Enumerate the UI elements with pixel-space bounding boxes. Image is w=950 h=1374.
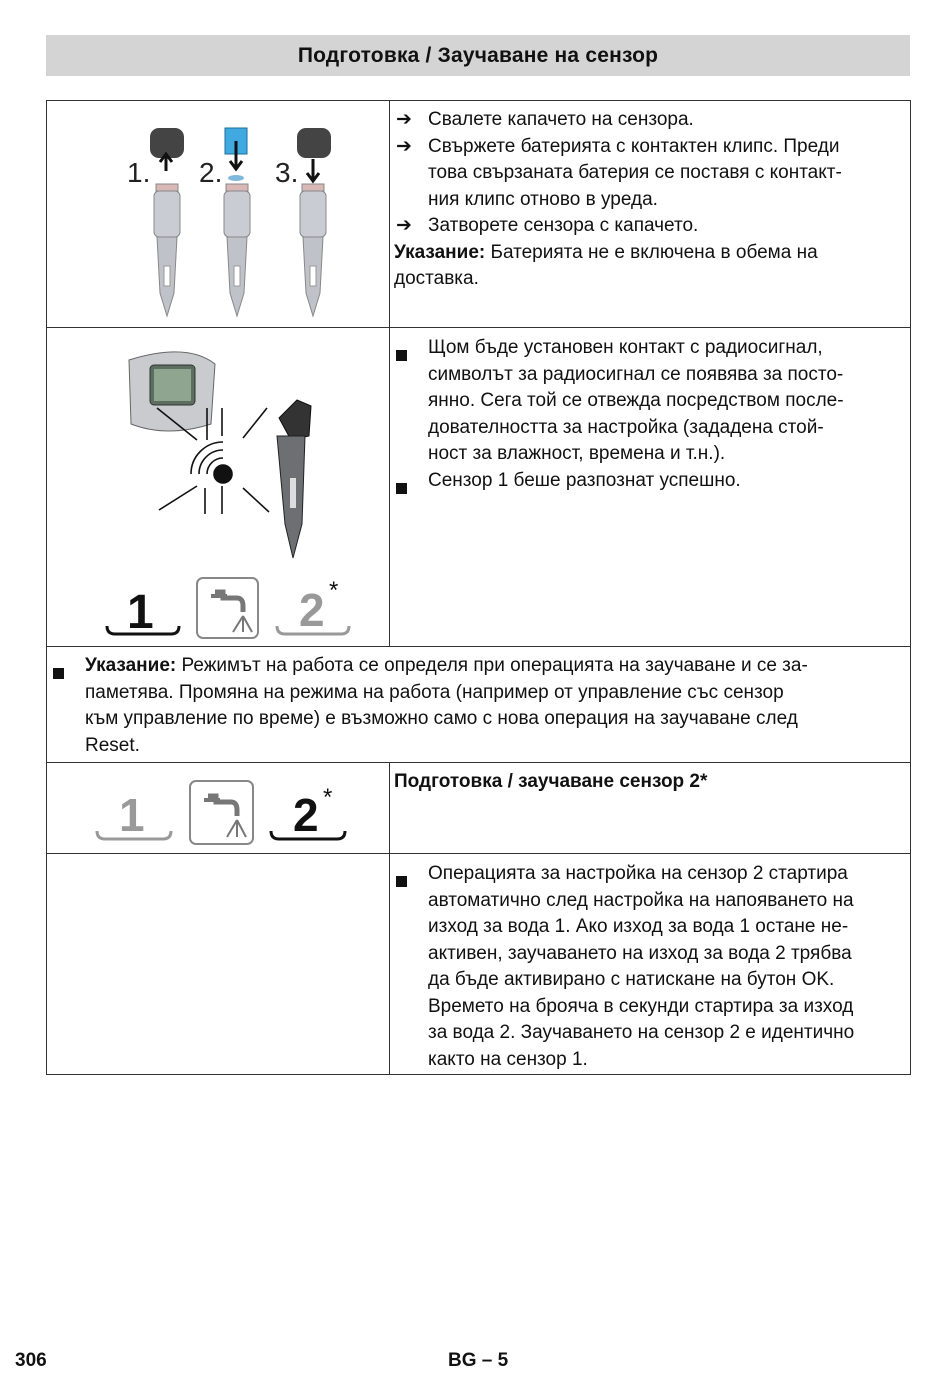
bullet-square-icon (396, 876, 407, 887)
bullet-continuation: Времето на брояча в секунди стартира за изход (428, 995, 854, 1017)
row4-text-cell (389, 853, 911, 1075)
section-indicator: BG – 5 (448, 1350, 509, 1371)
step-label-1: 1. (127, 157, 151, 188)
bullet-continuation: за вода 2. Заучаването на сензор 2 е идентично (428, 1022, 855, 1043)
bullet-item: Щом бъде установен контакт с радиосигнал, (394, 335, 906, 362)
bullet-item: Сензор 1 беше разпознат успешно. (394, 468, 906, 495)
bullet-square-icon (53, 668, 64, 679)
step-label-3: 3. (275, 157, 299, 188)
faucet-icon (190, 781, 253, 844)
svg-text:1: 1 (119, 789, 145, 841)
bullet-continuation: към управление по време) е възможно само с нова операция на заучаване след (85, 708, 798, 729)
output-selection-figure (47, 763, 389, 853)
arrow-right-icon: ➔ (396, 109, 412, 130)
row2-figure-cell (46, 327, 390, 647)
page-number: 306 (15, 1350, 47, 1371)
row1-figure-cell (46, 100, 390, 328)
bullet-continuation: янно. Сега той се отвежда посредством после- (428, 390, 844, 411)
row3-figure-cell (46, 762, 390, 854)
output-1-indicator (107, 586, 179, 639)
row4-empty-cell (46, 853, 390, 1075)
sensor-icon (150, 128, 184, 316)
svg-text:2: 2 (299, 584, 325, 636)
svg-text:1: 1 (127, 586, 154, 639)
sensor-icon (297, 128, 331, 316)
sensor-icon (224, 128, 250, 316)
faucet-icon (197, 578, 258, 638)
step-item-continuation: ния клипс отново в уреда. (428, 188, 658, 210)
bullet-continuation: символът за радиосигнал се появява за посто- (428, 363, 844, 385)
output-1-indicator (97, 789, 171, 841)
step-item: ➔ Свържете батерията с контактен клипс. Преди (394, 134, 906, 161)
svg-text:*: * (323, 784, 333, 811)
bullet-continuation: както на сензор 1. (428, 1048, 588, 1070)
bullet-continuation: изход за вода 1. Ако изход за вода 1 остане не- (428, 916, 849, 937)
sensor-cap-removal-figure (47, 101, 389, 327)
bullet-item: Указание: Режимът на работа се определя при операцията на заучаване и се за- (51, 653, 908, 680)
row3-text-cell (389, 762, 911, 854)
bullet-continuation: Reset. (85, 734, 140, 756)
bullet-continuation: да бъде активирано с натискане на бутон OK. (428, 969, 835, 990)
row2-text-cell (389, 327, 911, 647)
step-item: ➔ Свалете капачето на сензора. (394, 107, 906, 134)
bullet-square-icon (396, 350, 407, 361)
section-heading: Подготовка / заучаване сензор 2* (394, 771, 708, 792)
svg-text:2: 2 (293, 789, 319, 841)
page-title: Подготовка / Заучаване на сензор (46, 35, 910, 76)
step-item-continuation: това свързаната батерия се поставя с контакт- (428, 162, 842, 183)
mode-note-cell (46, 646, 911, 763)
bullet-square-icon (396, 483, 407, 494)
bullet-continuation: автоматично след настройка на напояването на (428, 889, 854, 911)
note: Указание: Батерията не е включена в обема на (394, 241, 818, 263)
bullet-item: Операцията за настройка на сензор 2 стартира (394, 861, 906, 888)
step-item: ➔ Затворете сензора с капачето. (394, 213, 906, 240)
bullet-continuation: активен, заучаването на изход за вода 2 трябва (428, 942, 852, 964)
output-2-indicator (271, 784, 345, 841)
row1-text-cell (389, 100, 911, 328)
output-2-indicator (277, 577, 349, 636)
note-continuation: доставка. (394, 268, 479, 289)
sensor-icon (277, 400, 311, 558)
arrow-right-icon: ➔ (396, 215, 412, 236)
svg-text:*: * (329, 577, 339, 604)
bullet-continuation: дователността за настройка (зададена стой- (428, 416, 824, 438)
arrow-right-icon: ➔ (396, 135, 412, 157)
step-label-2: 2. (199, 157, 223, 188)
radio-pairing-figure (47, 328, 389, 646)
bullet-continuation: ност за влажност, времена и т.н.). (428, 443, 726, 464)
bullet-continuation: паметява. Промяна на режима на работа (например от управление със сензор (85, 681, 784, 703)
